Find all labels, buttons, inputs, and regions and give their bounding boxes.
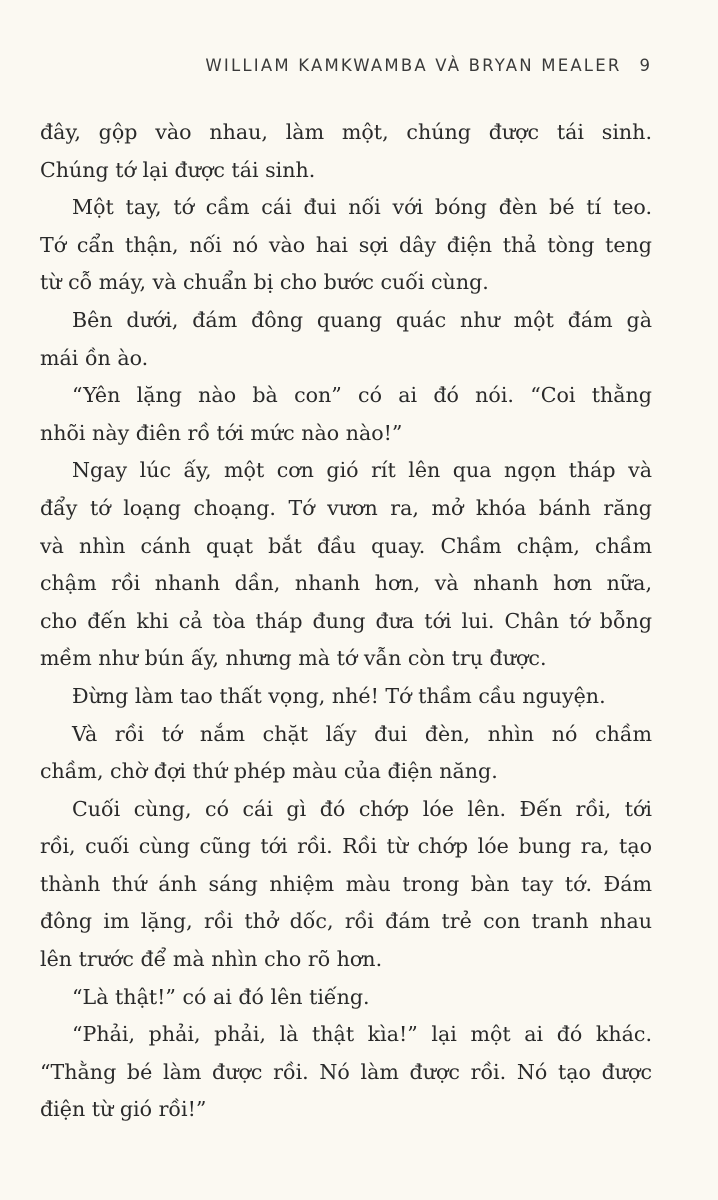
text-line: nhõi này điên rồ tới mức nào nào!” <box>40 420 403 445</box>
text-line: Cuối cùng, có cái gì đó chớp lóe lên. Đến rồi, tới <box>72 796 652 821</box>
text-line: Và rồi tớ nắm chặt lấy đui đèn, nhìn nó chầm <box>72 721 652 746</box>
text-line: Tớ cẩn thận, nối nó vào hai sợi dây điện thả tòng teng <box>40 232 652 257</box>
body-text <box>40 114 652 1129</box>
text-line: “Yên lặng nào bà con” có ai đó nói. “Coi thằng <box>72 383 652 408</box>
text-line: và nhìn cánh quạt bắt đầu quay. Chầm chậm, chầm <box>40 533 652 558</box>
running-title: WILLIAM KAMKWAMBA VÀ BRYAN MEALER <box>205 56 622 75</box>
text-line: đây, gộp vào nhau, làm một, chúng được tái sinh. <box>40 120 652 144</box>
text-line: mềm như bún ấy, nhưng mà tớ vẫn còn trụ được. <box>40 646 547 671</box>
text-line: chậm rồi nhanh dần, nhanh hơn, và nhanh hơn nữa, <box>40 571 652 596</box>
text-line: Bên dưới, đám đông quang quác như một đám gà <box>72 307 652 332</box>
text-line: điện từ gió rồi!” <box>40 1097 207 1122</box>
page-number: 9 <box>639 56 650 75</box>
text-line: từ cỗ máy, và chuẩn bị cho bước cuối cùng. <box>40 270 489 295</box>
text-line: Ngay lúc ấy, một cơn gió rít lên qua ngọn tháp và <box>72 458 652 483</box>
text-line: cho đến khi cả tòa tháp đung đưa tới lui. Chân tớ bỗng <box>40 608 652 633</box>
text-line: rồi, cuối cùng cũng tới rồi. Rồi từ chớp lóe bung ra, tạo <box>40 834 652 859</box>
text-line: Một tay, tớ cầm cái đui nối với bóng đèn bé tí teo. <box>72 195 652 220</box>
text-line: “Thằng bé làm được rồi. Nó làm được rồi. Nó tạo được <box>40 1059 652 1084</box>
text-line: chầm, chờ đợi thứ phép màu của điện năng. <box>40 759 498 784</box>
running-header <box>0 56 650 75</box>
text-line: mái ồn ào. <box>40 345 149 370</box>
text-line: lên trước để mà nhìn cho rõ hơn. <box>40 947 383 972</box>
text-line: “Là thật!” có ai đó lên tiếng. <box>72 984 370 1009</box>
text-line: Chúng tớ lại được tái sinh. <box>40 157 316 182</box>
text-line: đẩy tớ loạng choạng. Tớ vươn ra, mở khóa bánh răng <box>40 495 652 520</box>
text-line: Đừng làm tao thất vọng, nhé! Tớ thầm cầu nguyện. <box>72 683 606 708</box>
text-line: “Phải, phải, phải, là thật kìa!” lại một ai đó khác. <box>72 1022 652 1047</box>
text-line: thành thứ ánh sáng nhiệm màu trong bàn tay tớ. Đám <box>40 871 652 896</box>
text-line: đông im lặng, rồi thở dốc, rồi đám trẻ con tranh nhau <box>40 909 652 934</box>
